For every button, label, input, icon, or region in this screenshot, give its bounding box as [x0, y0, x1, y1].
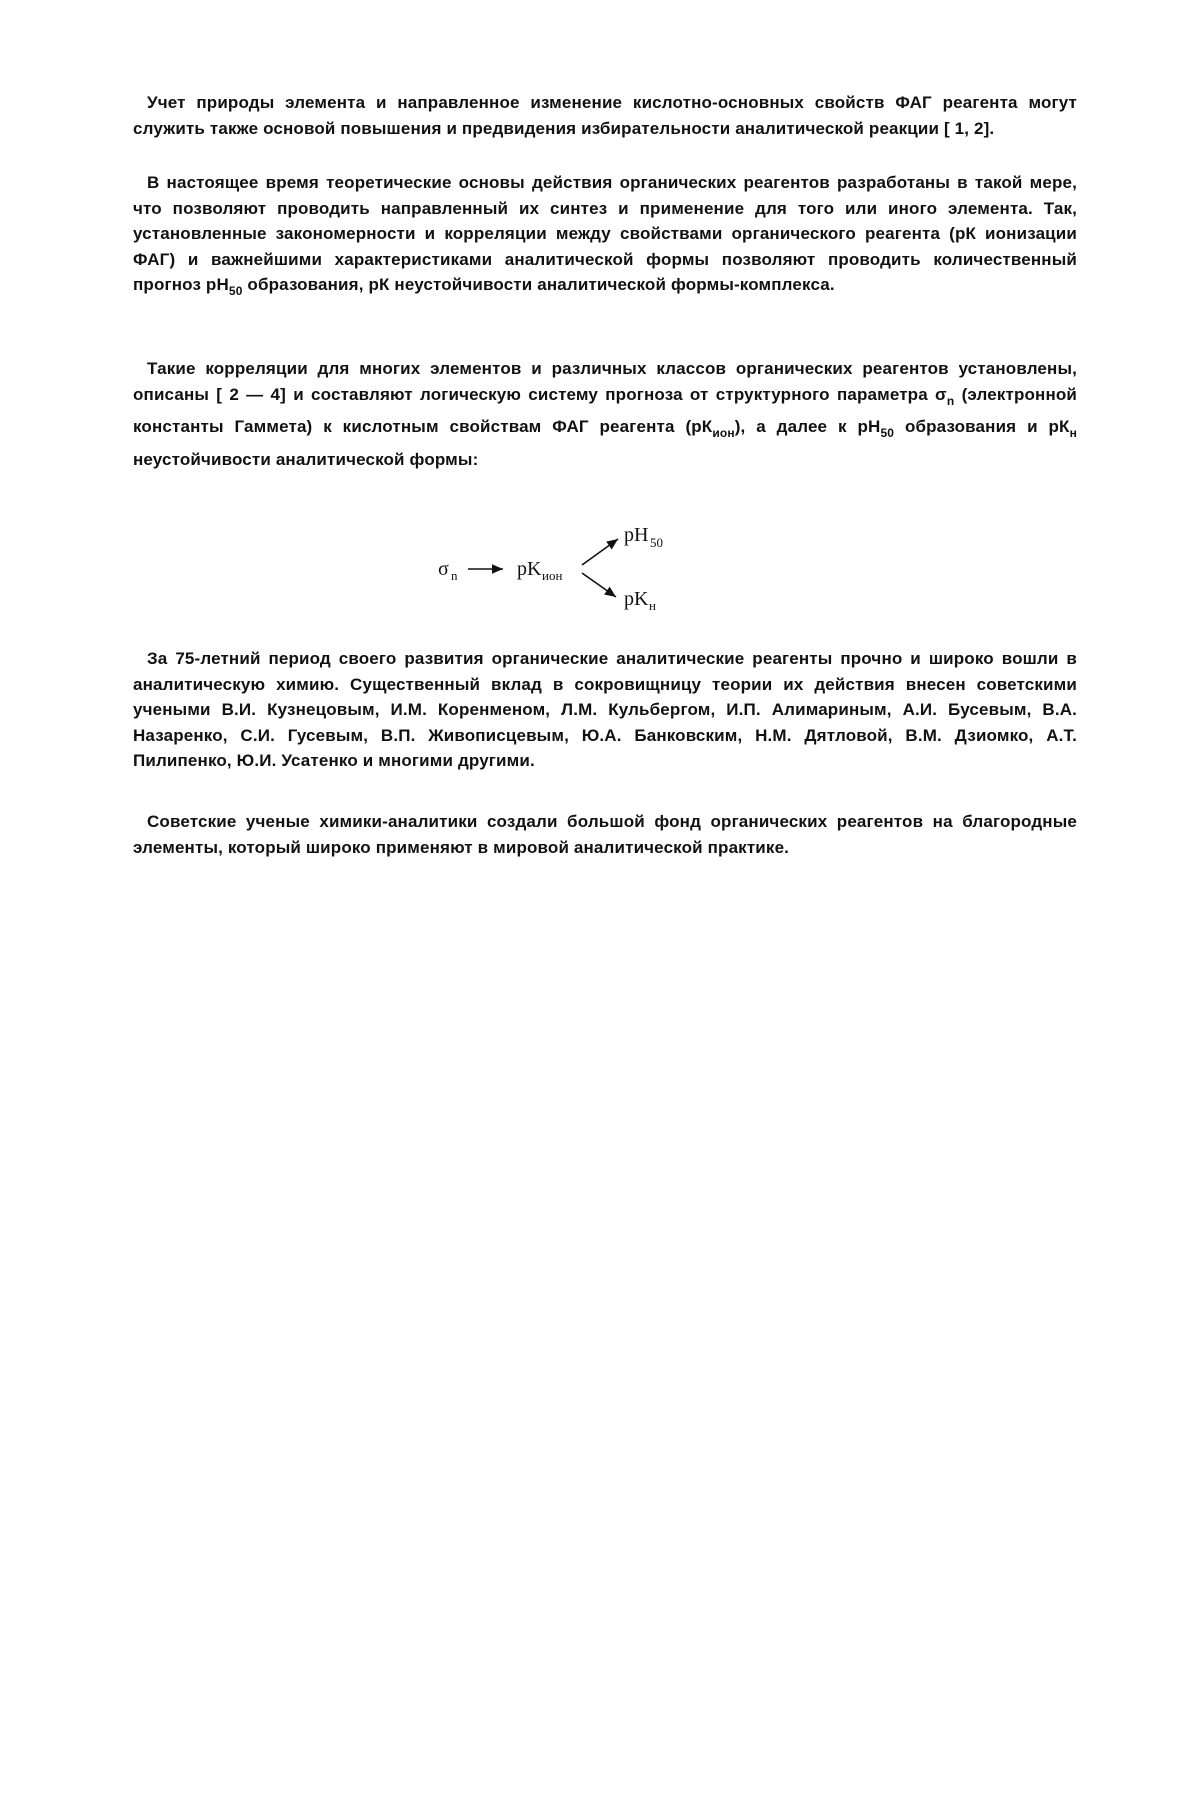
scheme-pk-ion: pK	[517, 558, 542, 580]
scheme-arrow-down	[582, 573, 616, 597]
paragraph-3-subscript-3: 50	[880, 426, 895, 440]
paragraph-3-text-a: Такие корреляции для многих элементов и различных классов органических реагентов установлены, описаны [ 2 — 4] и составляют логическую систему прогноза от структурного параметра σ	[133, 359, 1077, 404]
correlation-scheme-svg	[420, 505, 720, 615]
paragraph-2-text-a: В настоящее время теоретические основы действия органических реагентов разработаны в такой мере, что позволяют проводить направленный их синтез и применение для того или иного элемента. Так, установленные закономерности и корреляции между свойствами органического реагента (рК ионизации ФАГ) и важнейшими характеристиками аналитической формы позволяют проводить количественный прогноз pH	[133, 173, 1077, 294]
scheme-arrow-up	[582, 539, 618, 565]
scheme-ph50: pH	[624, 524, 649, 546]
scheme-ph50-sub: 50	[650, 535, 663, 550]
correlation-scheme	[420, 505, 720, 615]
paragraph-1	[133, 90, 1077, 141]
paragraph-3-text-c: ), а далее к pH	[734, 417, 881, 436]
paragraph-5	[133, 809, 1077, 860]
paragraph-3-subscript-2: ион	[712, 426, 735, 440]
paragraph-3	[133, 356, 1077, 472]
scheme-sigma-sub: n	[451, 568, 458, 583]
paragraph-4-text: За 75-летний период своего развития органические аналитические реагенты прочно и широко вошли в аналитическую химию. Существенный вклад в сокровищницу теории их действия внесен советскими учеными В.И. Кузнецовым, И.М. Коренменом, Л.М. Кульбергом, И.П. Алимариным, А.И. Бусевым, В.А. Назаренко, С.И. Гусевым, В.П. Живописцевым, Ю.А. Банковским, Н.М. Дятловой, В.М. Дзиомко, А.Т. Пилипенко, Ю.И. Усатенко и многими другими.	[133, 649, 1077, 770]
scheme-pk-ion-sub: ион	[542, 568, 563, 583]
scheme-sigma: σ	[438, 558, 449, 580]
paragraph-3-text-d: образования и рК	[894, 417, 1070, 436]
paragraph-2	[133, 170, 1077, 305]
paragraph-3-subscript-1: n	[946, 393, 955, 408]
paragraph-2-text-b: образования, рК неустойчивости аналитической формы-комплекса.	[242, 275, 835, 294]
paragraph-3-subscript-4: н	[1069, 426, 1077, 440]
paragraph-4	[133, 646, 1077, 774]
paragraph-3-text-e: неустойчивости аналитической формы:	[133, 449, 479, 469]
paragraph-2-subscript: 50	[228, 284, 243, 298]
scheme-pkn: pK	[624, 588, 649, 610]
paragraph-1-text: Учет природы элемента и направленное изменение кислотно-основных свойств ФАГ реагента могут служить также основой повышения и предвидения избирательности аналитической реакции [ 1, 2].	[133, 93, 1077, 138]
paragraph-3-text-b: (электронной константы Гаммета) к кислотным свойствам ФАГ реагента (рК	[133, 384, 1077, 436]
scheme-pkn-sub: н	[649, 598, 656, 613]
paragraph-5-text: Советские ученые химики-аналитики создали большой фонд органических реагентов на благородные элементы, который широко применяют в мировой аналитической практике.	[133, 812, 1077, 857]
